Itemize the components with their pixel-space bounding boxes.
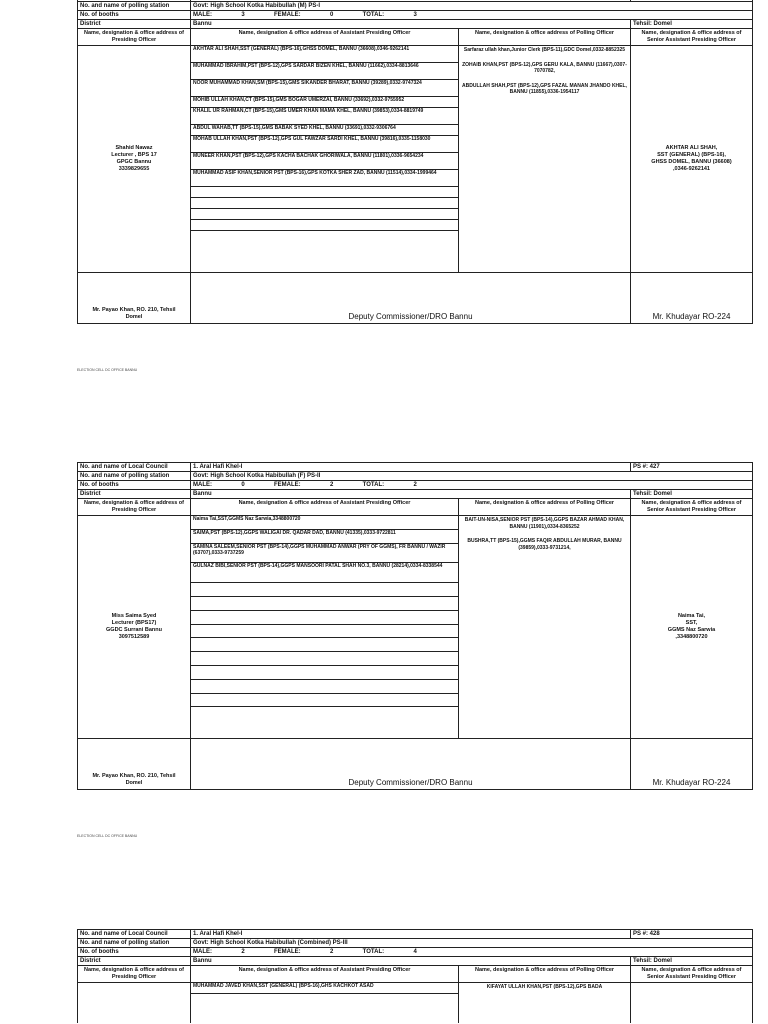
list-item: KHALIL UR RAHMAN,CT (BPS-15),GMS UMER KHAN MAMA KHEL, BANNU (39853),0334-8819749 [191, 108, 458, 125]
senior-apo-line: SST, [685, 620, 698, 626]
council-label [78, 0, 191, 1]
assistant-presiding-officer-list [191, 516, 459, 738]
returning-officer-signature [78, 739, 191, 789]
senior-apo-line: ,0346-9262141 [672, 166, 710, 172]
list-item-empty [191, 638, 458, 652]
presiding-officer-line: Lecturer , BPS 17 [111, 152, 157, 158]
header-senior-assistant-presiding-officer: Name, designation & office address of Senior Assistant Presiding Officer [641, 967, 742, 980]
senior-assistant-presiding-officer-cell [631, 983, 752, 1023]
council-name: 1. Aral Hafi Khel-I [191, 930, 631, 938]
polling-station-form [77, 929, 753, 1023]
list-item-empty [191, 597, 458, 611]
list-item: MOHAB ULLAH KHAN,PST (BPS-12),GPS GUL FAWZAR SARDI KHEL, BANNU (39816),0335-1158030 [191, 136, 458, 153]
council-row [78, 463, 752, 472]
list-item-empty [191, 198, 458, 209]
list-item-empty [191, 652, 458, 666]
list-item-empty [191, 694, 458, 708]
presiding-officer-line: 3339829655 [118, 166, 150, 172]
list-item-empty [191, 583, 458, 597]
list-item: SAMINA SALEEM,SENIOR PST (BPS-14),GGPS MUHAMMAD ANWAR (PRY OF GGMS), FR BANNU / WAZIR (63707),0333-9737259 [191, 544, 458, 564]
station-name: Govt: High School Kotka Habibullah (F) PS-II [193, 473, 321, 479]
assistant-presiding-officer-list [191, 983, 459, 1023]
column-headers [78, 29, 752, 46]
polling-officer-cell [459, 983, 631, 1023]
polling-officer-entry: KIFAYAT ULLAH KHAN,PST (BPS-12),GPS BADA [486, 984, 603, 990]
header-assistant-presiding-officer: Name, designation & office address of Assistant Presiding Officer [191, 29, 459, 45]
presiding-officer-line: GPGC Bannu [116, 159, 152, 165]
district-label: District [78, 490, 191, 498]
polling-officer-entry: Sarfaraz ullah khan,Junior Clerk (BPS-11),GDC Domel,0332-8852325 [463, 47, 626, 53]
returning-officer-line: Mr. Payao Khan, RO. 210, Tehsil [92, 773, 176, 779]
senior-apo-line: GGMS Naz Sarwia [667, 627, 716, 633]
returning-officer-signature [78, 273, 191, 323]
district-name: Bannu [191, 957, 631, 965]
council-name [191, 0, 631, 1]
staff-body [78, 983, 752, 1023]
header-polling-officer: Name, designation & office address of Polling Officer [459, 29, 631, 45]
council-label: No. and name of Local Council [78, 463, 191, 471]
tehsil-name: Tehsil: Domel [633, 491, 672, 497]
list-item: MUHAMMAD IBRAHIM,PST (BPS-12),GPS SARDAR BIZEN KHEL, BANNU (11662),0334-8813646 [191, 63, 458, 80]
header-assistant-presiding-officer: Name, designation & office address of Assistant Presiding Officer [191, 499, 459, 515]
senior-apo-line: SST (GENERAL) (BPS-16), [657, 152, 726, 158]
presiding-officer-line: GGDC Surrani Bannu [106, 627, 162, 633]
returning-officer-line: Mr. Payao Khan, RO. 210, Tehsil [92, 307, 176, 313]
header-presiding-officer: Name, designation & office address of Presiding Officer [78, 966, 191, 982]
booths-counts: MALE: 0 FEMALE: 2 TOTAL: 2 [193, 482, 417, 488]
list-item-empty [191, 209, 458, 220]
list-item: ABDUL WAHAB,TT (BPS-15),GMS BABAK SYED KHEL, BANNU (33691),0332-9306764 [191, 125, 458, 136]
council-row [78, 930, 752, 939]
senior-assistant-presiding-officer-cell [631, 516, 752, 738]
district-row [78, 957, 752, 966]
booths-label: No. of booths [78, 11, 191, 19]
booths-label: No. of booths [78, 481, 191, 489]
senior-apo-details [668, 613, 715, 641]
assistant-presiding-officer-list [191, 46, 459, 272]
returning-officer-line: Domel [125, 780, 143, 786]
council-label: No. and name of Local Council [78, 930, 191, 938]
list-item-empty [191, 220, 458, 231]
station-name: Govt: High School Kotka Habibullah (Combined) PS-III [193, 940, 348, 946]
list-item: GULNAZ BIBI,SENIOR PST (BPS-14),GGPS MANSOORI PATAL SHAH NO.3, BANNU (28214),0334-8338544 [191, 563, 458, 583]
senior-apo-line: GHSS DOMEL, BANNU (36608) [651, 159, 732, 165]
senior-apo-details [651, 145, 731, 173]
polling-officer-cell [459, 516, 631, 738]
station-row [78, 939, 752, 948]
header-presiding-officer: Name, designation & office address of Presiding Officer [78, 499, 191, 515]
header-polling-officer: Name, designation & office address of Polling Officer [459, 499, 631, 515]
header-presiding-officer: Name, designation & office address of Presiding Officer [78, 29, 191, 45]
station-row [78, 2, 752, 11]
list-item: Naima Tai,SST,GGMS Naz Sarwia,3348800720 [191, 516, 458, 530]
polling-officer-entry: BAIT-UN-NISA,SENIOR PST (BPS-14),GGPS BAZAR AHMAD KHAN, BANNU (11901),0334-8365252 [464, 517, 625, 530]
station-label: No. and name of polling station [78, 472, 191, 480]
list-item: MUNEER KHAN,PST (BPS-12),GPS KACHA BACHAK GHORIWALA, BANNU (11801),0336-9654234 [191, 153, 458, 170]
district-row [78, 20, 752, 29]
ps-number: PS #: 427 [633, 464, 660, 470]
council-name: 1. Aral Hafi Khel-I [191, 463, 631, 471]
list-item-empty [191, 625, 458, 639]
list-item: MUHAMMAD JAVED KHAN,SST (GENERAL) (BPS-16),GHS KACHKOT ASAD [191, 983, 458, 994]
returning-officer-name [92, 307, 175, 321]
header-assistant-presiding-officer: Name, designation & office address of Assistant Presiding Officer [191, 966, 459, 982]
booths-counts: MALE: 3 FEMALE: 0 TOTAL: 3 [193, 12, 417, 18]
list-item-empty [191, 666, 458, 680]
district-label: District [78, 957, 191, 965]
senior-apo-line: ,3348800720 [675, 634, 708, 640]
tehsil-name: Tehsil: Domel [633, 21, 672, 27]
presiding-officer-details [111, 145, 157, 173]
returning-officer-name [92, 773, 175, 787]
presiding-officer-line: 3097512589 [118, 634, 150, 640]
district-name: Bannu [191, 490, 631, 498]
presiding-officer-line: Miss Saima Syed [111, 613, 157, 619]
header-senior-assistant-presiding-officer: Name, designation & office address of Senior Assistant Presiding Officer [641, 500, 742, 513]
presiding-officer-line: Lecturer (BPS17) [111, 620, 157, 626]
list-item-empty [191, 680, 458, 694]
list-item: MUHAMMAD ASIF KHAN,SENIOR PST (BPS-16),GPS KOTKA SHER ZAD, BANNU (11514),0334-1999464 [191, 170, 458, 187]
deputy-commissioner-signature: Deputy Commissioner/DRO Bannu [191, 273, 631, 323]
returning-officer-line: Domel [125, 314, 143, 320]
station-row [78, 472, 752, 481]
footnote: ELECTION CELL DC OFFICE BANNU [77, 368, 138, 372]
senior-apo-line: Naima Tai, [677, 613, 706, 619]
station-label: No. and name of polling station [78, 2, 191, 10]
list-item: MOHIB ULLAH KHAN,CT (BPS-15),GMS BOGAR UMERZAI, BANNU (33692),0332-9755952 [191, 97, 458, 108]
polling-station-form [77, 0, 753, 324]
district-label: District [78, 20, 191, 28]
polling-officer-cell [459, 46, 631, 272]
list-item: SAIMA,PST (BPS-12),GGPS WALIGAI DR. QADAR DAD, BANNU (41335),0333-9722811 [191, 530, 458, 544]
polling-officer-entry: ZOHAIB KHAN,PST (BPS-12),GPS GERU KALA, BANNU (11667),0307-7070782, [462, 61, 627, 74]
footnote: ELECTION CELL DC OFFICE BANNU [77, 834, 138, 838]
column-headers [78, 499, 752, 516]
list-item-empty [191, 187, 458, 198]
list-item-empty [191, 611, 458, 625]
booths-row [78, 948, 752, 957]
ps-number: PS #: 428 [633, 931, 660, 937]
presiding-officer-details [106, 613, 162, 641]
booths-counts: MALE: 2 FEMALE: 2 TOTAL: 4 [193, 949, 417, 955]
polling-station-form [77, 462, 753, 790]
ps-number [631, 0, 752, 1]
signature-row [78, 739, 752, 789]
polling-officer-entry: ABDULLAH SHAH,PST (BPS-12),GPS FAZAL MANAN JHANDO KHEL, BANNU (11855),0336-1954117 [462, 82, 627, 95]
presiding-officer-cell [78, 983, 191, 1023]
ro-signature: Mr. Khudayar RO-224 [652, 778, 731, 787]
polling-officer-entry: BUSHRA,TT (BPS-15),GGMS FAQIR ABDULLAH MURAR, BANNU (39859),0333-9731214, [467, 538, 622, 551]
presiding-officer-cell [78, 46, 191, 272]
district-row [78, 490, 752, 499]
list-item: NOOR MUHAMMAD KHAN,SM (BPS-15),GMS SIKANDER BHARAT, BANNU (39289),0332-9747324 [191, 80, 458, 97]
header-polling-officer: Name, designation & office address of Polling Officer [459, 966, 631, 982]
column-headers [78, 966, 752, 983]
staff-body [78, 516, 752, 739]
station-name: Govt: High School Kotka Habibullah (M) PS-I [193, 3, 320, 9]
station-label: No. and name of polling station [78, 939, 191, 947]
list-item: AKHTAR ALI SHAH,SST (GENERAL) (BPS-16),GHSS DOMEL, BANNU (36608),0346-9262141 [191, 46, 458, 63]
presiding-officer-cell [78, 516, 191, 738]
tehsil-name: Tehsil: Domel [633, 958, 672, 964]
senior-assistant-presiding-officer-cell [631, 46, 752, 272]
senior-apo-line: AKHTAR ALI SHAH, [665, 145, 718, 151]
booths-row [78, 11, 752, 20]
deputy-commissioner-signature: Deputy Commissioner/DRO Bannu [191, 739, 631, 789]
presiding-officer-line: Shahid Nawaz [115, 145, 153, 151]
ro-signature: Mr. Khudayar RO-224 [652, 312, 731, 321]
booths-label: No. of booths [78, 948, 191, 956]
header-senior-assistant-presiding-officer: Name, designation & office address of Senior Assistant Presiding Officer [641, 30, 742, 43]
district-name: Bannu [191, 20, 631, 28]
signature-row [78, 273, 752, 323]
staff-body [78, 46, 752, 273]
booths-row [78, 481, 752, 490]
